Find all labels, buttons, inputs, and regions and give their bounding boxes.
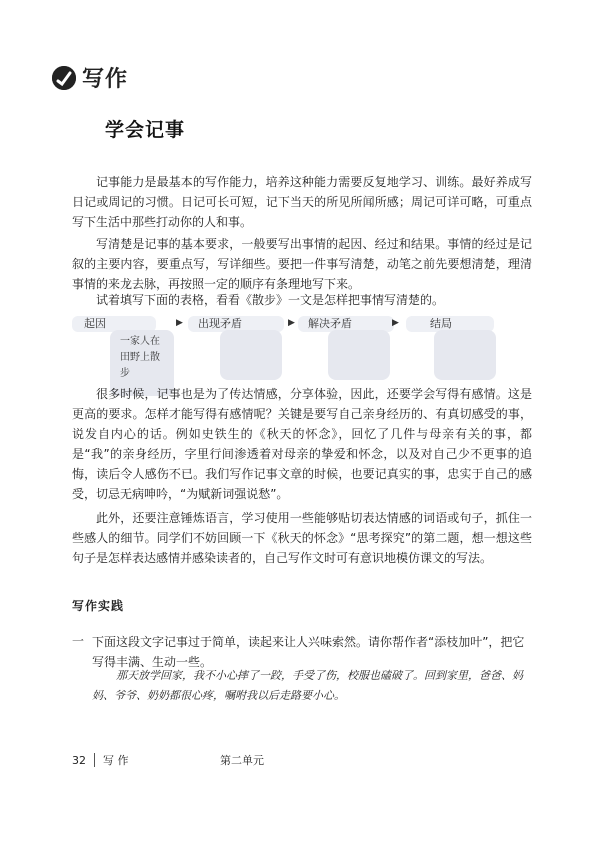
exercise-number: 一	[72, 634, 85, 648]
pen-logo-icon	[52, 66, 76, 90]
section-header	[52, 62, 128, 93]
footer-unit: 第二单元	[220, 754, 264, 767]
footer-divider	[94, 753, 95, 767]
flow-card-1-text: 一家人在田野上散步	[120, 336, 160, 379]
flow-step-resolve: 解决矛盾	[298, 316, 394, 332]
paragraph-4: 很多时候，记事也是为了传达情感，分享体验，因此，还要学会写得有感情。这是更高的要求。怎样才能写得有感情呢？关键是要写自己亲身经历的、有真切感受的事，说发自内心的话。例如史铁生的《秋天的怀念》，回忆了几件与母亲有关的事，都是“我”的亲身经历，字里行间渗透着对母亲的挚爱和怀念，以及对自己少不更事的追悔，读后令人感伤不已。我们写作记事文章的时候，也要记真实的事，忠实于自己的感受，切忌无病呻吟，“为赋新词强说愁”。	[72, 387, 532, 501]
paragraph-1: 记事能力是最基本的写作能力，培养这种能力需要反复地学习、训练。最好养成写日记或周记的习惯。日记可长可短，记下当天的所见所闻所感；周记可详可略，可重点写下生活中那些打动你的人和事。	[72, 175, 532, 229]
paragraph-2: 写清楚是记事的基本要求，一般要写出事情的起因、经过和结果。事情的经过是记叙的主要内容，要重点写，写详细些。要把一件事写清楚，动笔之前先要想清楚，理清事情的来龙去脉，再按照一定的顺序有条理地写下来。	[72, 237, 532, 291]
exercise-passage: 那天放学回家，我不小心摔了一跤，手受了伤，校服也磕破了。回到家里，爸爸、妈妈、爷爷、奶奶都很心疼，嘱咐我以后走路要小心。	[92, 669, 523, 702]
footer-left	[72, 752, 129, 768]
section-title: 写作	[82, 67, 129, 92]
flow-card-4	[434, 330, 496, 380]
page-title: 学会记事	[105, 119, 186, 141]
page-number: 32	[72, 753, 86, 767]
footer-section: 写 作	[103, 754, 129, 767]
flow-step-ending: 结局	[406, 316, 494, 332]
paragraph-5: 此外，还要注意锤炼语言，学习使用一些能够贴切表达情感的词语或句子，抓住一些感人的细节。同学们不妨回顾一下《秋天的怀念》“思考探究”的第二题，想一想这些句子是怎样表达感情并感染读者的，自己写作文时可有意识地模仿课文的写法。	[72, 511, 532, 565]
flow-card-3	[328, 330, 390, 380]
paragraph-3: 试着填写下面的表格，看看《散步》一文是怎样把事情写清楚的。	[96, 293, 445, 307]
arrow-icon: ▶	[392, 318, 399, 328]
flow-step-cause: 起因	[72, 316, 156, 332]
flow-step-conflict: 出现矛盾	[188, 316, 284, 332]
footer-right	[220, 752, 264, 768]
flow-card-2	[220, 330, 282, 380]
arrow-icon: ▶	[288, 318, 295, 328]
practice-heading: 写作实践	[72, 599, 125, 613]
arrow-icon: ▶	[176, 318, 183, 328]
exercise-text: 下面这段文字记事过于简单，读起来让人兴味索然。请你帮作者“添枝加叶”，把它写得丰满、生动一些。	[92, 635, 525, 669]
